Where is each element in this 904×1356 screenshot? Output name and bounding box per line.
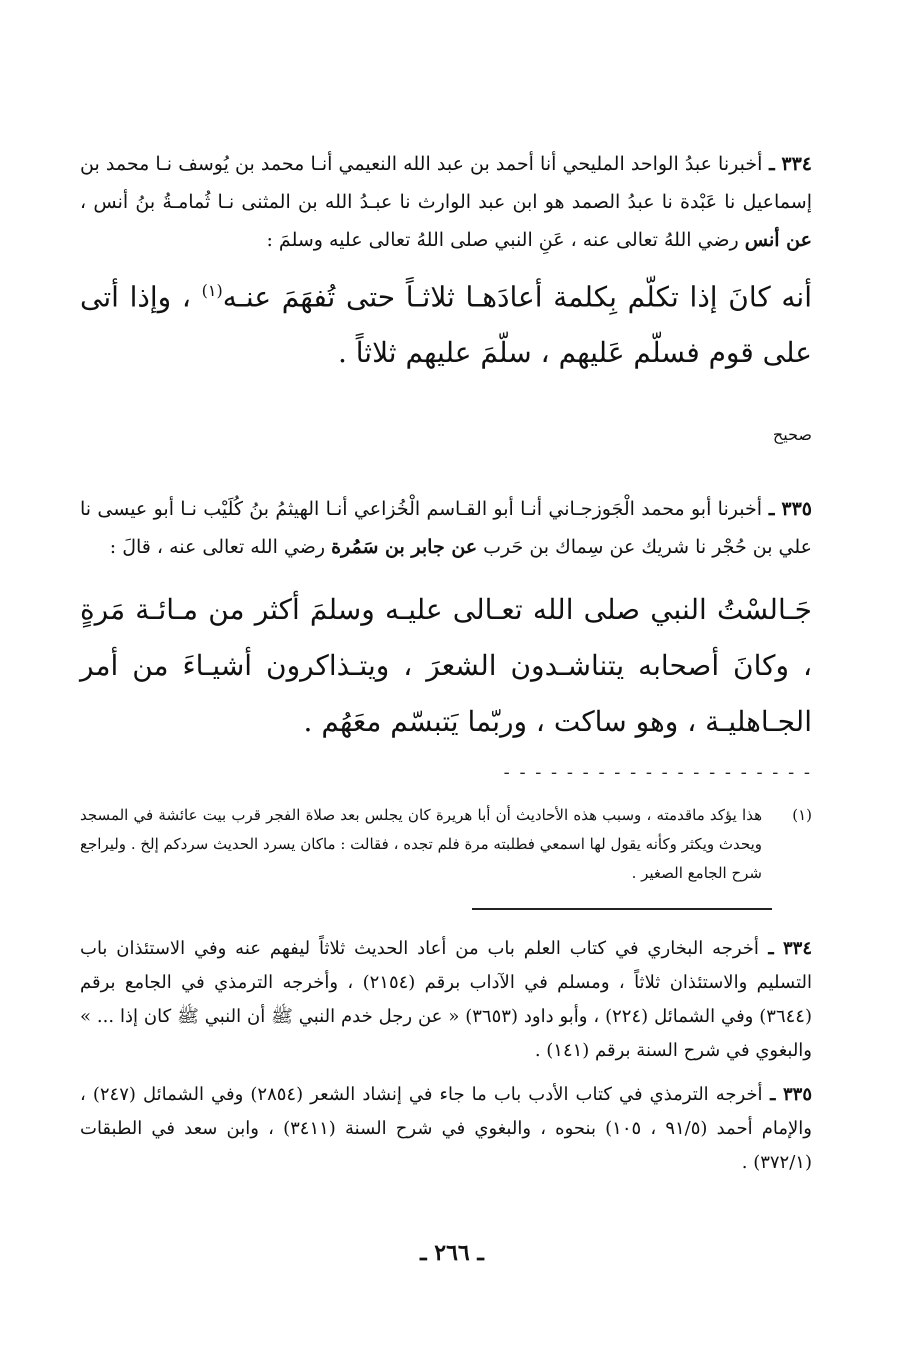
takhrij-335-text: أخرجه الترمذي في كتاب الأدب باب ما جاء في إنشاد الشعر (٢٨٥٤) وفي الشمائل (٢٤٧) ، والإمام أحمد (٩١/٥ ، ١٠٥) بنحوه ، والبغوي في شرح السنة (٣٤١١) ، وابن سعد في الطبقات (٣٧٢/١) . (80, 1084, 812, 1174)
separator-rule (472, 908, 772, 910)
hadith-334-matn-end: ، وإذا أتى على قوم فسلّم عَليهم ، سلّمَ عليهم ثلاثاً . (80, 280, 812, 370)
takhrij-334-text: أخرجه البخاري في كتاب العلم باب من أعاد الحديث ثلاثاً ليفهم عنه وفي الاستئذان باب التسليم والاستئذان ثلاثاً ، ومسلم في الآداب برقم (٢١٥٤) ، وأخرجه الترمذي في الجامع برقم (٣٦٤٤) وفي الشمائل (٢٢٤) ، وأبو داود (٣٦٥٣) « عن رجل خدم النبي ﷺ أن النبي ﷺ كان إذا ... » والبغوي في شرح السنة برقم (١٤١) . (80, 938, 812, 1062)
hadith-334-isnad-end: رضي اللهُ تعالى عنه ، عَنِ النبي صلى اللهُ تعالى عليه وسلمَ : (266, 229, 745, 251)
hadith-335-isnad (80, 490, 812, 566)
footnote (80, 801, 812, 888)
hadith-335-isnad-end: رضي الله تعالى عنه ، قالَ : (109, 536, 332, 559)
takhrij-335 (80, 1078, 812, 1180)
hadith-334-separator: ـ (762, 153, 782, 175)
footnote-number: (١) (792, 806, 812, 825)
takhrij-335-separator: ـ (762, 1084, 783, 1106)
hadith-334-isnad (80, 145, 812, 259)
takhrij-334-number: ٣٣٤ (782, 938, 812, 960)
takhrij-334 (80, 932, 812, 1068)
hadith-335-isnad-text: أخبرنا أبو محمد الْجَوزجـاني أنـا أبو القـاسم الْخُزاعي أنـا الهيثمُ بنُ كُلَيْب نـا أبو عيسى نا علي بن حُجْر نا شريك عن سِماك بن حَرب (80, 498, 812, 559)
footnote-dashes: - - - - - - - - - - - - - - - - - - - - (503, 762, 812, 784)
takhrij-335-number: ٣٣٥ (782, 1084, 812, 1106)
footnote-anchor: (١) (201, 281, 223, 300)
hadith-334-companion: عن أنس (744, 229, 812, 251)
hadith-335-number: ٣٣٥ (781, 498, 812, 521)
hadith-335-matn: جَـالسْتُ النبي صلى الله تعـالى عليـه وسلمَ أكثر من مـائـة مَرةٍ ، وكانَ أصحابه يتناشـدون الشعرَ ، ويتـذاكرون أشيـاءَ من أمر الجـاهليـة ، وهو ساكت ، وربّما يَتبسّم معَهُم . (80, 593, 812, 739)
hadith-334-isnad-text: أخبرنا عبدُ الواحد المليحي أنا أحمد بن عبد الله النعيمي أنـا محمد بن يُوسف نـا محمد بن إسماعيل نا عَبْدة نا عبدُ الصمد هو ابن عبد الوارث نا عبـدُ الله بن المثنى نـا ثُمامـةُ بنُ أنس ، (80, 153, 812, 213)
hadith-334-matn (80, 263, 812, 381)
hadith-334-matn-text: أنه كانَ إذا تكلّم بِكلمة أعادَهـا ثلاثـاً حتى تُفهَمَ عنـه (222, 280, 812, 314)
takhrij-334-separator: ـ (758, 938, 783, 960)
footnote-text: هذا يؤكد ماقدمته ، وسبب هذه الأحاديث أن أبا هريرة كان يجلس بعد صلاة الفجر قرب بيت عائشة في المسجد ويحدث ويكثر وكأنه يقول لها اسمعي فطلبته مرة فلم تجده ، فقالت : ماكان يسرد الحديث سردكم إلخ . وليراجع شرح الجامع الصغير . (80, 806, 762, 883)
hadith-335-separator: ـ (762, 498, 782, 521)
hadith-335-companion: عن جابر بن سَمُرة (331, 536, 478, 559)
hadith-334-number: ٣٣٤ (781, 153, 813, 175)
page-number: ـ ٢٦٦ ـ (420, 1240, 484, 1266)
page-body (80, 145, 812, 1180)
grade-label: صحيح (772, 425, 812, 445)
